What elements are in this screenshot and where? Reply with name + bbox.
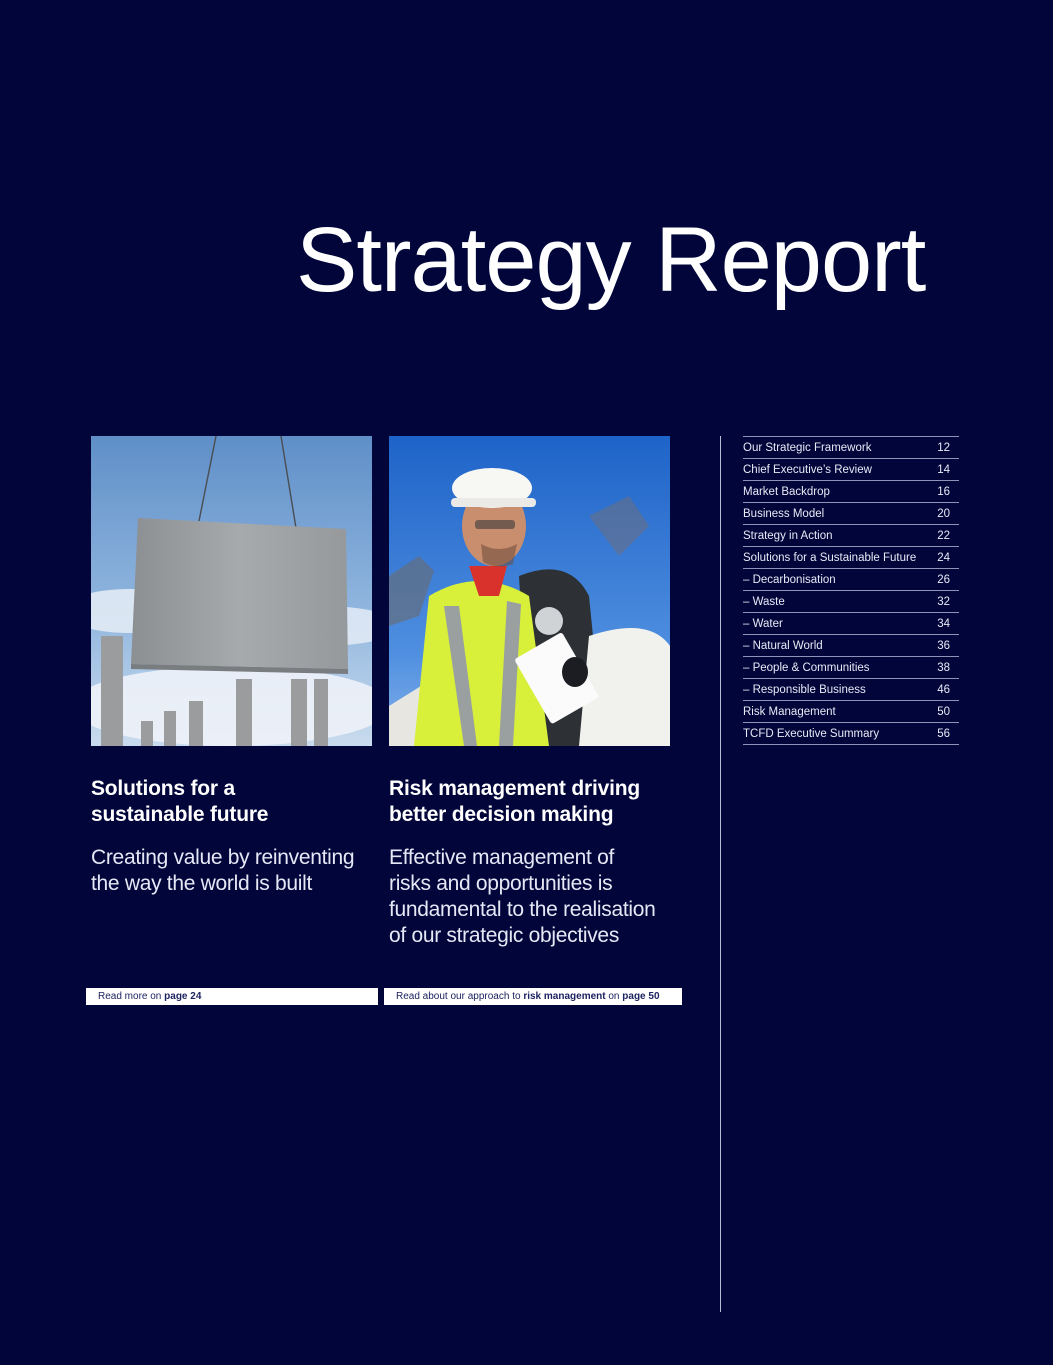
toc-page: 20 — [937, 507, 950, 520]
precast-concrete-panel-photo — [91, 436, 372, 746]
toc-label: – People & Communities — [743, 661, 870, 674]
toc-label: – Waste — [743, 595, 785, 608]
toc-item[interactable] — [743, 701, 959, 723]
toc-page: 22 — [937, 529, 950, 542]
read-more-link-page-50[interactable] — [384, 988, 682, 1005]
toc-item[interactable] — [743, 459, 959, 481]
link-text: Read more on — [98, 991, 165, 1002]
heading-line: sustainable future — [91, 803, 269, 826]
toc-page: 38 — [937, 661, 950, 674]
toc-label: TCFD Executive Summary — [743, 727, 880, 740]
toc-item[interactable] — [743, 635, 959, 657]
toc-item[interactable] — [743, 481, 959, 503]
toc-item[interactable] — [743, 657, 959, 679]
toc-label: Risk Management — [743, 705, 836, 718]
link-topic: risk management — [523, 991, 606, 1002]
toc-label: – Decarbonisation — [743, 573, 836, 586]
link-text: Read about our approach to — [396, 991, 524, 1002]
page-title: Strategy Report — [296, 209, 926, 311]
body-line: of our strategic objectives — [389, 924, 620, 947]
heading-line: better decision making — [389, 803, 614, 826]
toc-label: Business Model — [743, 507, 825, 520]
card-heading-risk-management — [389, 776, 679, 828]
toc-item[interactable] — [743, 547, 959, 569]
toc-item[interactable] — [743, 437, 959, 459]
body-line: the way the world is built — [91, 872, 312, 895]
body-line: Effective management of — [389, 846, 615, 869]
card-body-risk-management — [389, 845, 679, 949]
toc-label: Strategy in Action — [743, 529, 833, 542]
link-page: page 24 — [164, 991, 202, 1002]
heading-line: Risk management driving — [389, 777, 640, 800]
body-line: risks and opportunities is — [389, 872, 613, 895]
table-of-contents — [743, 436, 959, 745]
toc-page: 12 — [937, 441, 950, 454]
toc-label: Chief Executive’s Review — [743, 463, 872, 476]
body-line: fundamental to the realisation — [389, 898, 656, 921]
toc-page: 14 — [937, 463, 950, 476]
toc-page: 32 — [937, 595, 950, 608]
body-line: Creating value by reinventing — [91, 846, 355, 869]
toc-page: 26 — [937, 573, 950, 586]
read-more-link-page-24[interactable] — [86, 988, 378, 1005]
toc-label: – Natural World — [743, 639, 823, 652]
card-heading-sustainable-future — [91, 776, 381, 828]
link-text: on — [605, 991, 623, 1002]
toc-item[interactable] — [743, 591, 959, 613]
toc-page: 24 — [937, 551, 950, 564]
toc-item[interactable] — [743, 569, 959, 591]
toc-page: 56 — [937, 727, 950, 740]
toc-label: – Water — [743, 617, 783, 630]
toc-page: 46 — [937, 683, 950, 696]
card-body-sustainable-future — [91, 845, 381, 897]
toc-label: Market Backdrop — [743, 485, 830, 498]
toc-label: – Responsible Business — [743, 683, 866, 696]
toc-page: 50 — [937, 705, 950, 718]
toc-label: Our Strategic Framework — [743, 441, 872, 454]
worker-in-hard-hat-photo — [389, 436, 670, 746]
heading-line: Solutions for a — [91, 777, 236, 800]
toc-label: Solutions for a Sustainable Future — [743, 551, 917, 564]
link-page: page 50 — [622, 991, 660, 1002]
toc-item[interactable] — [743, 679, 959, 701]
toc-item[interactable] — [743, 525, 959, 547]
toc-item[interactable] — [743, 723, 959, 745]
toc-item[interactable] — [743, 613, 959, 635]
toc-page: 16 — [937, 485, 950, 498]
toc-item[interactable] — [743, 503, 959, 525]
toc-page: 36 — [937, 639, 950, 652]
toc-page: 34 — [937, 617, 950, 630]
vertical-divider — [720, 436, 721, 1312]
